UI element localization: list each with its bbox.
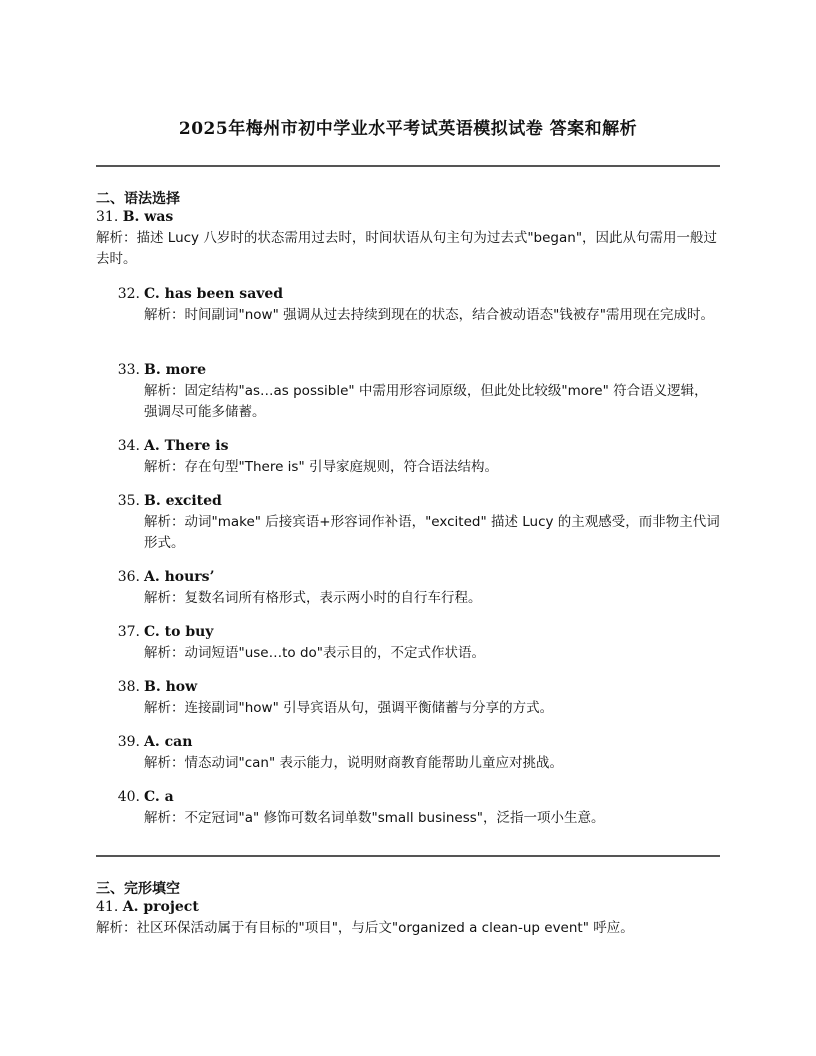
section-heading-cloze: 三、完形填空 bbox=[96, 881, 180, 897]
answer-choice: B. more bbox=[144, 362, 207, 378]
question-explanation: 解析：社区环保活动属于有目标的"项目"，与后文"organized a clean-up event" 呼应。 bbox=[96, 920, 634, 936]
question-number: 35. bbox=[117, 493, 140, 509]
section-heading-grammar: 二、语法选择 bbox=[96, 191, 180, 207]
question-item bbox=[116, 284, 720, 326]
answer-choice: C. a bbox=[144, 789, 174, 805]
answer-choice: C. has been saved bbox=[144, 286, 284, 302]
question-number: 38. bbox=[117, 679, 140, 695]
question-number: 40. bbox=[117, 789, 140, 805]
question-item bbox=[116, 787, 720, 829]
answer-choice: A. project bbox=[122, 899, 199, 915]
divider-top bbox=[96, 165, 720, 167]
question-item bbox=[96, 207, 720, 270]
answer-choice: A. can bbox=[144, 734, 193, 750]
question-number: 39. bbox=[117, 734, 140, 750]
question-explanation: 解析：动词"make" 后接宾语+形容词作补语，"excited" 描述 Lucy 的主观感受，而非物主代词形式。 bbox=[144, 514, 720, 551]
question-item bbox=[116, 436, 720, 478]
question-item bbox=[116, 360, 720, 423]
answer-choice: C. to buy bbox=[144, 624, 214, 640]
question-number: 31. bbox=[96, 209, 119, 225]
question-explanation: 解析：不定冠词"a" 修饰可数名词单数"small business"，泛指一项小生意。 bbox=[144, 810, 605, 826]
question-item bbox=[116, 732, 720, 774]
question-number: 36. bbox=[117, 569, 140, 585]
question-item bbox=[96, 897, 720, 939]
question-item bbox=[116, 567, 720, 609]
question-answer bbox=[96, 897, 720, 918]
question-explanation: 解析：情态动词"can" 表示能力，说明财商教育能帮助儿童应对挑战。 bbox=[144, 755, 563, 771]
question-number: 34. bbox=[117, 438, 140, 454]
question-item bbox=[116, 677, 720, 719]
question-explanation: 解析：动词短语"use…to do"表示目的，不定式作状语。 bbox=[144, 645, 485, 661]
question-explanation: 解析：固定结构"as…as possible" 中需用形容词原级，但此处比较级"more" 符合语义逻辑，强调尽可能多储蓄。 bbox=[144, 383, 708, 420]
question-answer bbox=[96, 207, 720, 228]
question-number: 32. bbox=[117, 286, 140, 302]
question-explanation: 解析：描述 Lucy 八岁时的状态需用过去时，时间状语从句主句为过去式"began"，因此从句需用一般过去时。 bbox=[96, 230, 718, 267]
question-explanation: 解析：存在句型"There is" 引导家庭规则，符合语法结构。 bbox=[144, 459, 498, 475]
question-number: 33. bbox=[117, 362, 140, 378]
question-item bbox=[116, 491, 720, 554]
question-number: 41. bbox=[96, 899, 119, 915]
answer-choice: A. hours’ bbox=[144, 569, 215, 585]
question-explanation: 解析：复数名词所有格形式，表示两小时的自行车行程。 bbox=[144, 590, 482, 606]
question-number: 37. bbox=[117, 624, 140, 640]
answer-choice: B. excited bbox=[144, 493, 222, 509]
document-title: 2025年梅州市初中学业水平考试英语模拟试卷 答案和解析 bbox=[178, 119, 638, 139]
answer-choice: A. There is bbox=[144, 438, 229, 454]
question-explanation: 解析：时间副词"now" 强调从过去持续到现在的状态，结合被动语态"钱被存"需用现在完成时。 bbox=[144, 307, 714, 323]
answer-choice: B. how bbox=[144, 679, 198, 695]
answer-choice: B. was bbox=[122, 209, 174, 225]
question-item bbox=[116, 622, 720, 664]
divider-bottom bbox=[96, 855, 720, 857]
question-explanation: 解析：连接副词"how" 引导宾语从句，强调平衡储蓄与分享的方式。 bbox=[144, 700, 554, 716]
